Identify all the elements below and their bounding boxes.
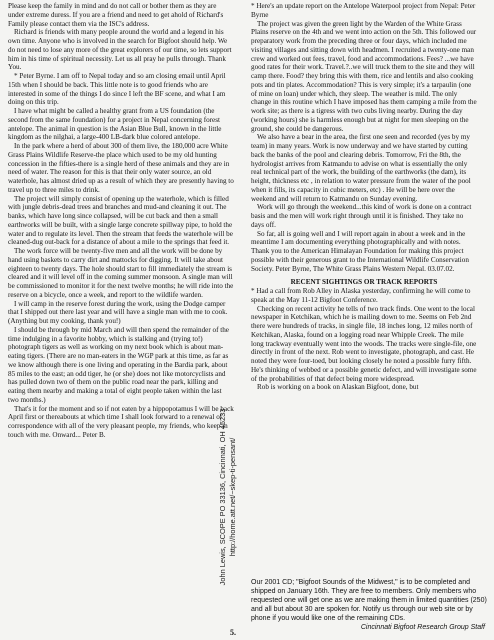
project-paragraph: The project will simply consist of opening up the waterhole, which is filled with jungle debris-dead trees and branches and mud-and cleaning it out. The banks, which have long since collapsed, will be cut back and then a small earthworks will be built, with a single large concrete spillway pipe, to hold the water and to regulate its level. Then the stream that feeds the waterhole will be cleaned-dug out-back for a distance of about a mile to the springs that feed it. bbox=[8, 194, 233, 247]
right-column bbox=[251, 2, 477, 392]
camp-paragraph: I will camp in the reserve forest during the work, using the Dodge camper that I shipped out there last year and will have a single man with me to cook. (Anything but my cooking, thank you!) bbox=[8, 299, 228, 325]
sidebar-address bbox=[218, 388, 252, 606]
track-finds-paragraph: Checking on recent activity he tells of two track finds. One went to the local newspaper in Ketchikan, which he is mailing down to me. Seems on Feb 2nd there were hundreds of tracks, in single file, 18 inches long, 12 miles north of Ketchikan, Alaska, found on a logging road near Whipple Creek. The mile long trackway eventually went into the woods. The tracks were single-file, one directly in front of the next. Rob went to investigate, photograph, and cast. He noted they were four-toed, but looking closely he noted a possible furry fifth. He's thinking of webbed or a possible genetic defect, and will investigate some of the probabilities of that defect being more widespread. bbox=[251, 304, 477, 383]
left-column bbox=[8, 2, 234, 440]
page-number: 5. bbox=[230, 628, 236, 637]
tigers-paragraph: I should be through by mid March and will then spend the remainder of the time indulging in a favorite hobby, which is stalking and (trying to!) photograph tigers as well as working on my next book which is about man-eating tigers. (There are no man-eaters in the WGP park at this time, as far as we know although there is one living and operating in the Bardia park, about 85 miles to the east; an odd tiger, he (or she) does not like motorcyclists and has pulled down two of them on the public road near the park, killing and eating them nearby and making a total of eight people taken within the last two months.) bbox=[8, 325, 229, 404]
alaskan-book-paragraph: Rob is working on a book on Alaskan Bigfoot, done, but bbox=[257, 383, 419, 392]
park-paragraph: In the park where a herd of about 300 of them live, the 180,000 acre White Grass Plains Wildlife Reserve-the place which used to be my old hunting concession in the fifties-there is a single herd of these animals and they are in need of water. The reason for this is that their only water source, an old waterhole, has almost dried up as a result of which they are presently having to travel up to three miles to drink. bbox=[8, 142, 234, 194]
work-force-paragraph: The work force will be twenty-five men and all the work will be done by hand using baskets to carry dirt and mattocks for digging. It will take about eighteen to twenty days. The hole should start to fill immediately the stream is cleared and it will level off in the coming summer monsoon. A single man will be commissioned to monitor it for the next twelve months; he will ride into the reserve on a bicycle, once a week, and report to the wildlife warden. bbox=[8, 247, 234, 299]
cd-notice bbox=[251, 578, 491, 632]
grant-paragraph: I have what might be called a healthy grant from a US foundation (the second from the same foundation) for a project in Nepal concerning forest antelope. The animal in question is the Asian Blue Bull, known in the little kingdom as the nilghai, a large-400 LB-dark blue colored antelope. bbox=[8, 107, 222, 142]
family-notice-paragraph: Please keep the family in mind and do not call or bother them as they are under extreme duress. If you are a friend and need to get ahold of Richard's Family please contact them via the ISC's address. bbox=[8, 2, 224, 28]
sightings-heading: RECENT SIGHTINGS OR TRACK REPORTS bbox=[290, 278, 438, 287]
cd-notice-text: Our 2001 CD; "Bigfoot Sounds of the Midwest," is to be completed and shipped on January 16th. They are free to members. Only members who requested one will get one as we are making them in limited quantities (250) and all but about 30 are spoken for. Notify us through our web site or by phone if you would like one of the remaining CDs. bbox=[251, 579, 487, 622]
peter-byrne-intro-paragraph: * Peter Byrne. I am off to Nepal today and so am closing email until April 15th when I should be back. This little note is to good friends who are interested in some of the things I do since I left the BF scene, and what I am doing on this trip. bbox=[8, 72, 226, 107]
update-intro-paragraph: * Here's an update report on the Antelope Waterpool project from Nepal: Peter Byrne bbox=[251, 2, 476, 19]
rob-alley-paragraph: * Had a call from Rob Alley in Alaska yesterday, confirming he will come to speak at the May 11-12 Bigfoot Conference. bbox=[251, 287, 471, 304]
report-paragraph: So far, all is going well and I will report again in about a week and in the meantime I am documenting everything photographically and with notes. Thank you to the American Himalayan Foundation for making this project possible with their generous grant to the International Wildlife Conservation Society. Peter Byrne, The White Grass Plains Western Nepal. 03.07.02. bbox=[251, 229, 469, 273]
bear-paragraph: We also have a bear in the area, the first one seen and recorded (yes by my team) in many years. Work is now underway and we have started by cutting back the banks of the pool and clearing debris. Tomorrow, Fri the 8th, the hydrologist arrives from Katmandu to advise on what is essentially the only real technical part of the work, the building of the earthworks (the dam), its height, thickness etc , in relation to water pressure from the water of the pool when it fills, its capacity in cubic meters, etc) . He will be here over the weekend and will return to Katmandu on Sunday evening. bbox=[251, 133, 471, 203]
closing-paragraph: That's it for the moment and so if not eaten by a hippopotamus I will be back April first or thereabouts at which time I shall look forward to a renewal of correspondence with all of the very pleasant people, my friends, who keep in touch with me. Onward... Peter B. bbox=[8, 404, 234, 439]
weekend-paragraph: Work will go through the weekend...this kind of work is done on a contract basis and the men will work right through until it is finished. They take no days off. bbox=[251, 203, 472, 229]
richard-paragraph: Richard is friends with many people around the world and a legend in his own time. Anyone who is involved in the search for Bigfoot should help. We do not need to lose any more of the great explorers of our time, so lets support him in his time of spiritual necessity. Let us all pray he pulls through. Thank You. bbox=[8, 28, 232, 72]
address-line: John Lewis, SCOPE PO 33136, Cincinnati, OH 45233 bbox=[218, 408, 227, 586]
green-light-paragraph: The project was given the green light by the Warden of the White Grass Plains reserve on the 4th and we went into action on the 5th. This followed our preparatory work from the preceding three or four days, which included me visiting villages and sitting down with headmen. I recruited a twenty-one man crew and worked out fees, travel, food and accommodations. Fees? ...we have good rates for their work. Travel.?..we will truck them to the site and they will camp there. Food? they bring this with them, rice and lentils and also cooking pots and tin plates. Accommodation? This is very simple; it's a tarpaulin (one of mine on loan) under which, they sleep. The weather is mild. The only change in this routine which I have imposed has them camping a mile from the work site; as there is a tigress with two cubs living nearby. During the day (working hours) she is harmless enough but at night for men sleeping on the ground, she could be dangerous. bbox=[251, 19, 477, 133]
web-address-line: http://home.att.net/~skep-ti-pensant/ bbox=[228, 437, 237, 557]
staff-signature: Cincinnati Bigfoot Research Group Staff bbox=[360, 624, 485, 631]
sidebar-address-wrapper bbox=[218, 388, 252, 606]
